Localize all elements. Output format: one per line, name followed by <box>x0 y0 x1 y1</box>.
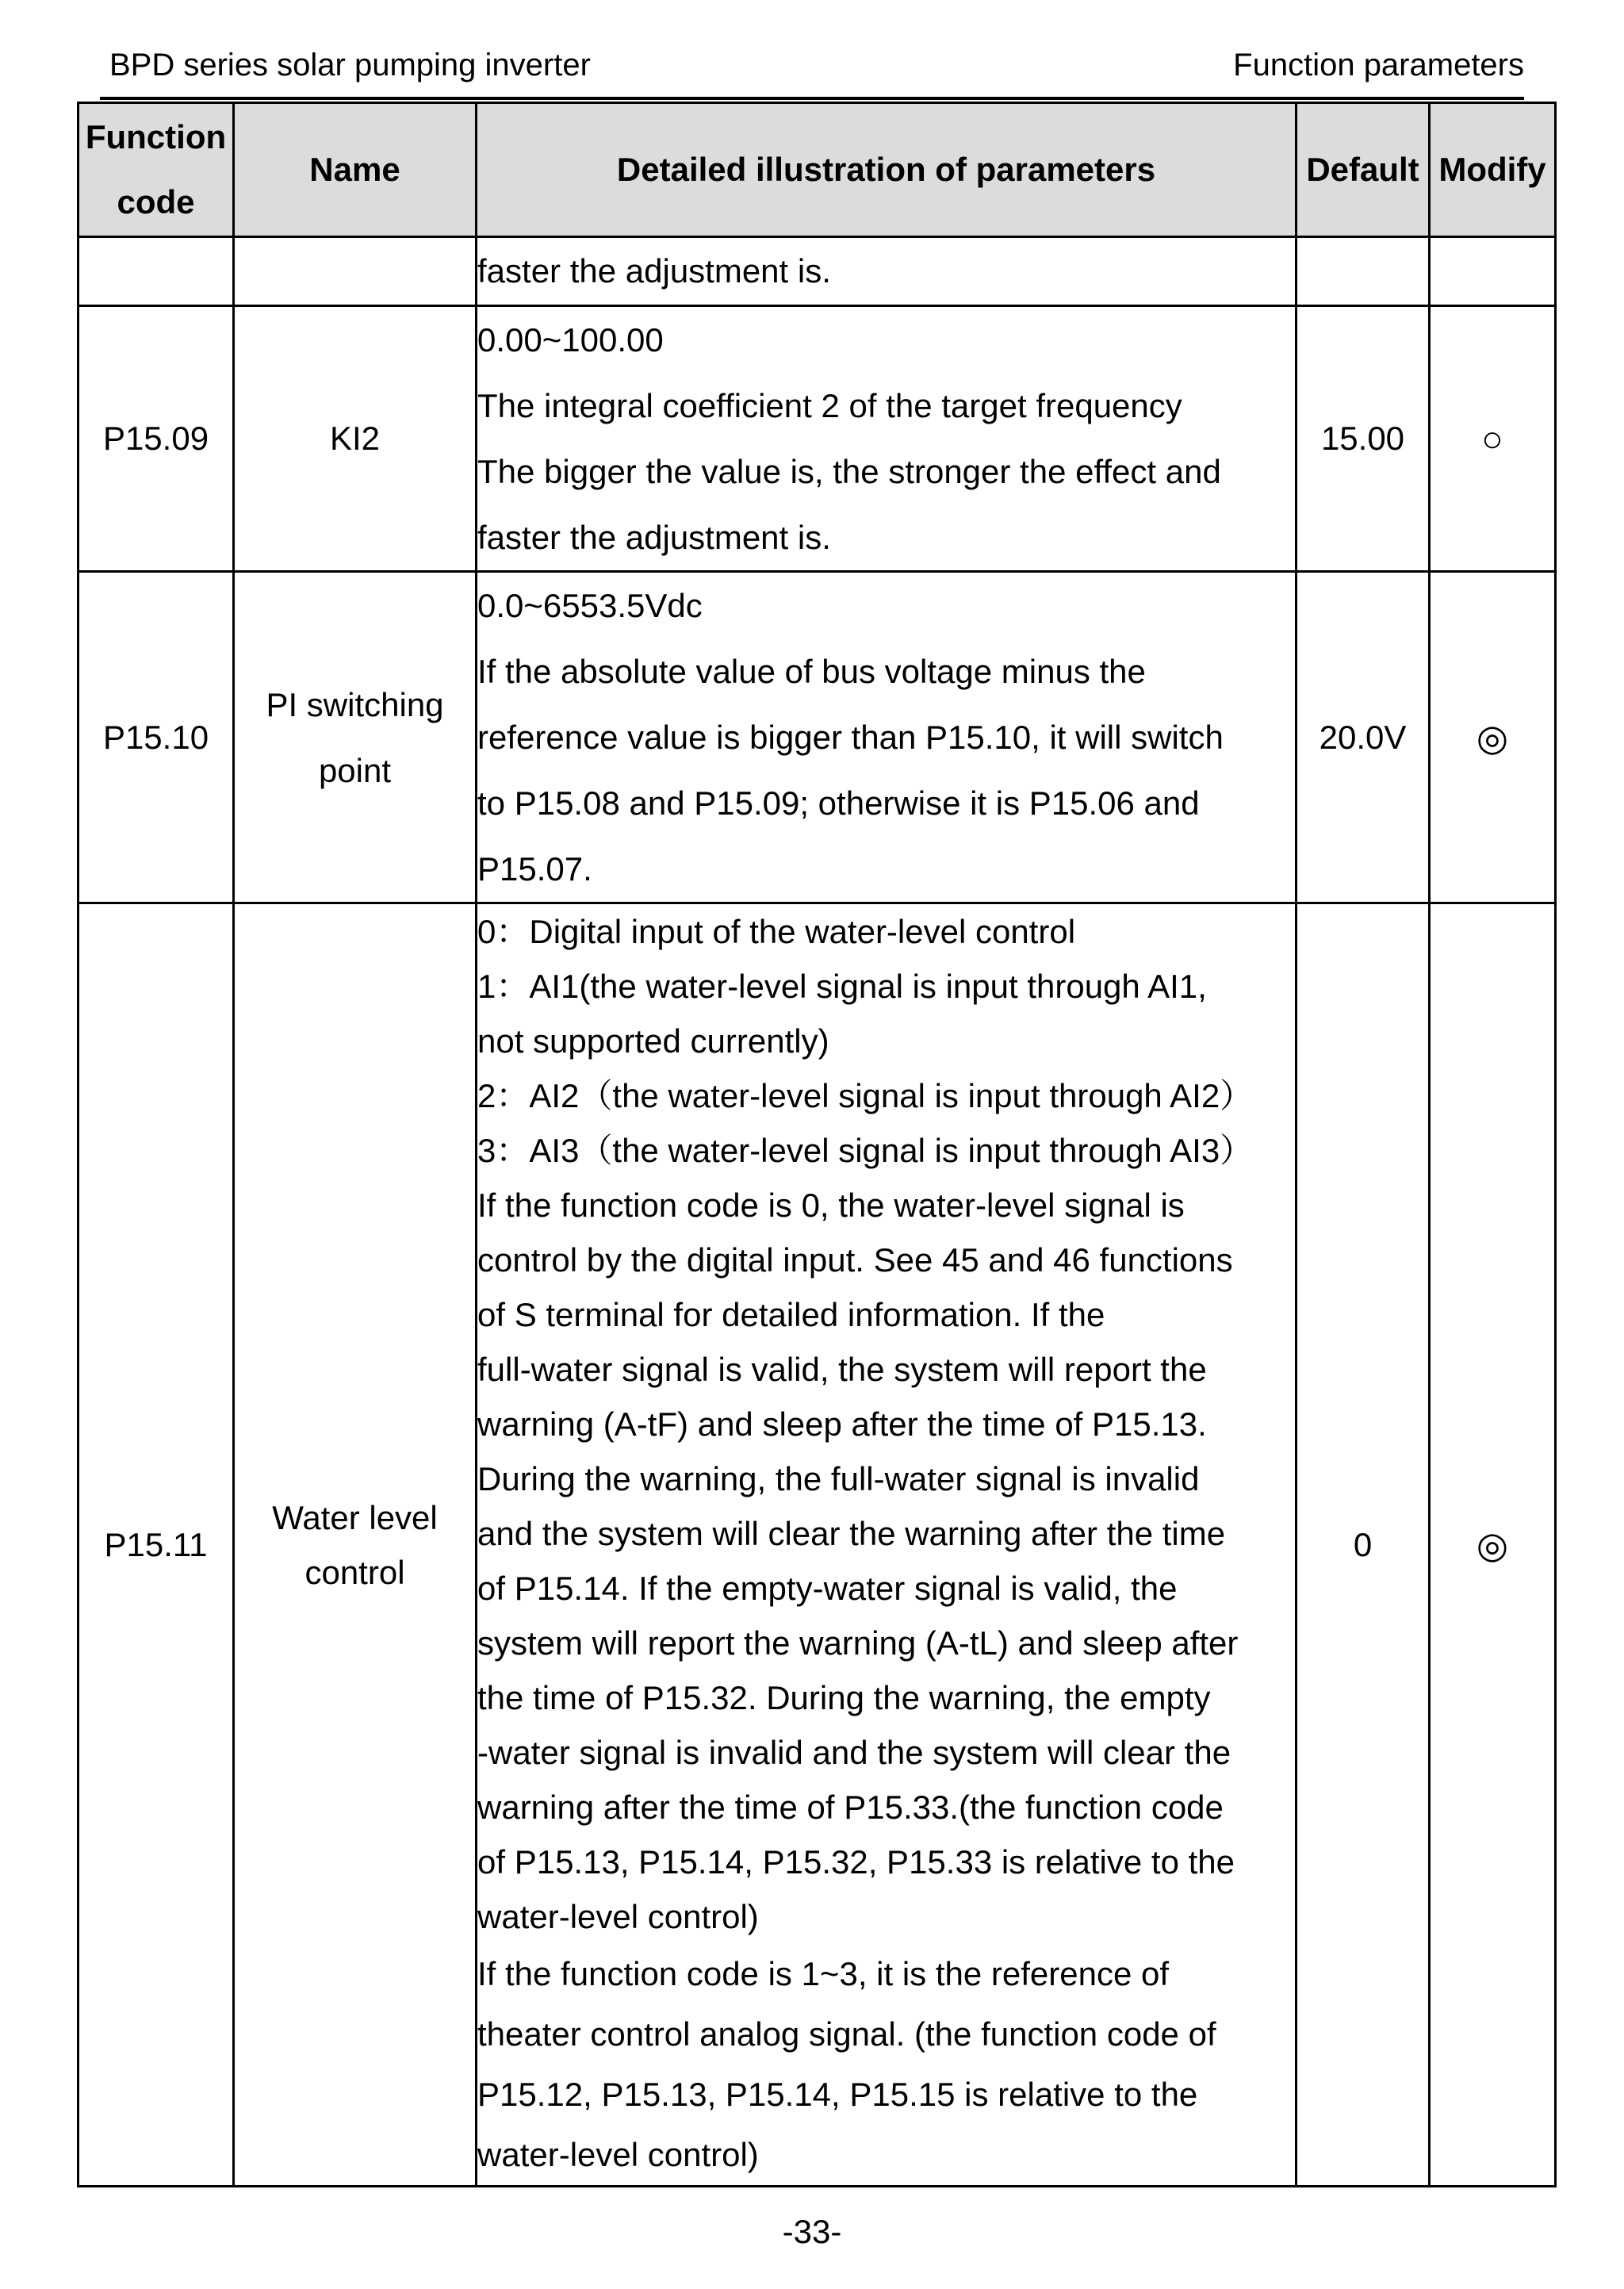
detail-line: and the system will clear the warning after the time <box>477 1515 1226 1552</box>
detail-line: of P15.13, P15.14, P15.32, P15.33 is relative to the <box>477 1843 1235 1881</box>
name-cell: Water level control <box>234 903 477 2187</box>
detail-line: full-water signal is valid, the system will report the <box>477 1351 1207 1388</box>
detail-cell <box>477 306 1297 572</box>
function-code-cell: P15.10 <box>79 572 234 903</box>
column-header-default: Default <box>1297 103 1430 237</box>
detail-cell <box>477 237 1297 306</box>
detail-line: P15.07. <box>477 850 592 888</box>
table-row <box>79 306 1556 572</box>
detail-line: water-level control) <box>477 2136 759 2173</box>
detail-line: the time of P15.32. During the warning, the empty <box>477 1679 1211 1716</box>
default-cell <box>1297 237 1430 306</box>
modify-cell: ◎ <box>1430 903 1556 2187</box>
detail-line: faster the adjustment is. <box>477 252 831 289</box>
detail-line: P15.12, P15.13, P15.14, P15.15 is relative to the <box>477 2076 1198 2113</box>
function-code-cell: P15.09 <box>79 306 234 572</box>
detail-line: 1：AI1(the water-level signal is input through AI1, <box>477 968 1207 1005</box>
detail-line: warning after the time of P15.33.(the function code <box>477 1789 1224 1826</box>
detail-line: reference value is bigger than P15.10, it will switch <box>477 719 1224 756</box>
detail-line: control by the digital input. See 45 and 46 functions <box>477 1241 1233 1279</box>
detail-line: 0.0~6553.5Vdc <box>477 587 703 624</box>
modify-cell: ◎ <box>1430 572 1556 903</box>
detail-line: If the function code is 1~3, it is the reference of <box>477 1955 1170 1992</box>
detail-line: 0.00~100.00 <box>477 321 664 358</box>
detail-line: warning (A-tF) and sleep after the time of P15.13. <box>477 1405 1207 1443</box>
table-header-row <box>79 103 1556 237</box>
detail-line: 3：AI3（the water-level signal is input through AI3） <box>477 1132 1254 1169</box>
table-row <box>79 572 1556 903</box>
detail-line: -water signal is invalid and the system will clear the <box>477 1734 1231 1771</box>
table-row <box>79 237 1556 306</box>
detail-line: The bigger the value is, the stronger the effect and <box>477 453 1221 490</box>
detail-line: of S terminal for detailed information. If the <box>477 1296 1105 1333</box>
column-header-detail: Detailed illustration of parameters <box>477 103 1297 237</box>
modify-cell: ○ <box>1430 306 1556 572</box>
header-rule <box>100 97 1524 100</box>
parameters-table <box>77 102 1557 2187</box>
column-header-modify: Modify <box>1430 103 1556 237</box>
function-code-cell: P15.11 <box>79 903 234 2187</box>
detail-line: If the absolute value of bus voltage minus the <box>477 653 1146 690</box>
detail-line: 0：Digital input of the water-level control <box>477 913 1076 950</box>
detail-line: If the function code is 0, the water-level signal is <box>477 1187 1185 1224</box>
modify-cell <box>1430 237 1556 306</box>
function-code-cell <box>79 237 234 306</box>
detail-line: theater control analog signal. (the function code of <box>477 2015 1216 2053</box>
detail-cell <box>477 572 1297 903</box>
section-title: Function parameters <box>1233 48 1524 82</box>
column-header-name: Name <box>234 103 477 237</box>
default-cell: 15.00 <box>1297 306 1430 572</box>
document-title: BPD series solar pumping inverter <box>109 48 591 82</box>
default-cell: 0 <box>1297 903 1430 2187</box>
detail-line: The integral coefficient 2 of the target frequency <box>477 387 1182 424</box>
detail-line: not supported currently) <box>477 1022 829 1060</box>
column-header-function-code: Function code <box>79 103 234 237</box>
detail-cell <box>477 903 1297 2187</box>
page-number: -33- <box>782 2213 842 2250</box>
name-cell <box>234 237 477 306</box>
detail-line: During the warning, the full-water signal is invalid <box>477 1460 1200 1497</box>
detail-line: water-level control) <box>477 1898 759 1935</box>
table-row <box>79 903 1556 2187</box>
detail-line: of P15.14. If the empty-water signal is valid, the <box>477 1570 1178 1607</box>
detail-line: faster the adjustment is. <box>477 519 831 556</box>
name-cell: PI switching point <box>234 572 477 903</box>
detail-line: 2：AI2（the water-level signal is input through AI2） <box>477 1077 1254 1114</box>
name-cell: KI2 <box>234 306 477 572</box>
detail-line: to P15.08 and P15.09; otherwise it is P15.06 and <box>477 784 1200 822</box>
page-header <box>109 48 1524 89</box>
default-cell: 20.0V <box>1297 572 1430 903</box>
detail-line: system will report the warning (A-tL) and sleep after <box>477 1624 1239 1662</box>
